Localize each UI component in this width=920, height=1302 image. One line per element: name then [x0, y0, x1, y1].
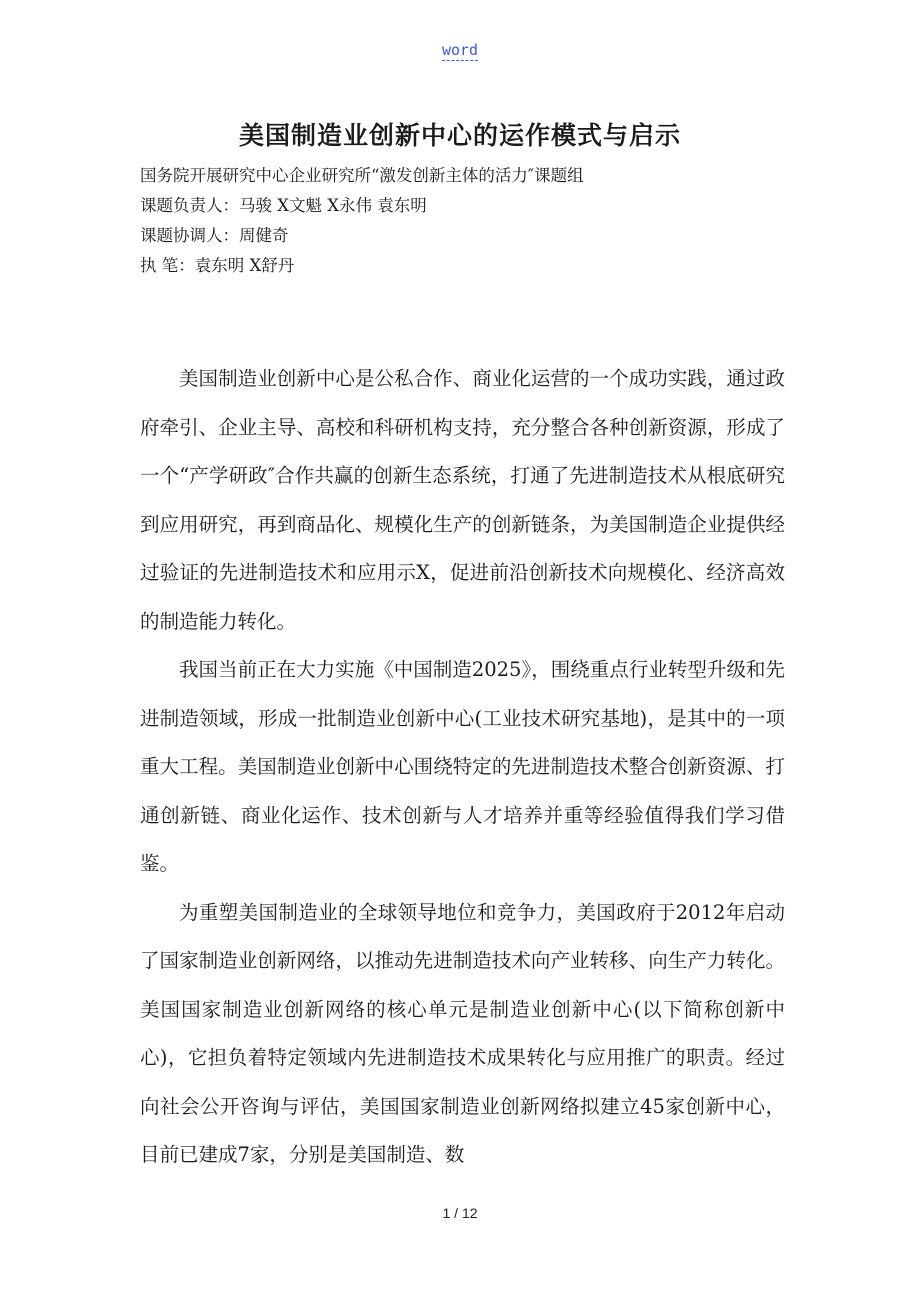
body-paragraph: 为重塑美国制造业的全球领导地位和竞争力，美国政府于2012年启动了国家制造业创新网络，以推动先进制造技术向产业转移、向生产力转化。美国国家制造业创新网络的核心单元是制造业创新中心(以下简称创新中心)，它担负着特定领域内先进制造技术成果转化与应用推广的职责。经过向社会公开咨询与评估，美国国家制造业创新网络拟建立45家创新中心，目前已建成7家，分别是美国制造、数 — [140, 900, 785, 1166]
document-body — [140, 355, 785, 1180]
body-paragraph: 美国制造业创新中心是公私合作、商业化运营的一个成功实践，通过政府牵引、企业主导、高校和科研机构支持，充分整合各种创新资源，形成了一个“产学研政″合作共赢的创新生态系统，打通了先进制造技术从根底研究到应用研究，再到商品化、规模化生产的创新链条，为美国制造企业提供经过验证的先进制造技术和应用示X，促进前沿创新技术向规模化、经济高效的制造能力转化。 — [140, 367, 785, 633]
page-number: 1 / 12 — [442, 1205, 478, 1221]
page-header — [0, 40, 920, 60]
meta-project-leads: 课题负责人：马骏 X文魁 X永伟 袁东明 — [140, 196, 427, 215]
meta-authors: 执 笔：袁东明 X舒丹 — [140, 256, 295, 275]
meta-research-group: 国务院开展研究中心企业研究所“激发创新主体的活力″课题组 — [140, 166, 584, 185]
document-meta — [140, 164, 820, 284]
meta-coordinator: 课题协调人：周健奇 — [140, 226, 289, 245]
body-paragraph: 我国当前正在大力实施《中国制造2025》，围绕重点行业转型升级和先进制造领域，形成一批制造业创新中心(工业技术研究基地)，是其中的一项重大工程。美国制造业创新中心围绕特定的先进制造技术整合创新资源、打通创新链、商业化运作、技术创新与人才培养并重等经验值得我们学习借鉴。 — [140, 658, 785, 875]
document-title: 美国制造业创新中心的运作模式与启示 — [238, 121, 681, 150]
word-header-link[interactable]: word — [441, 41, 479, 59]
